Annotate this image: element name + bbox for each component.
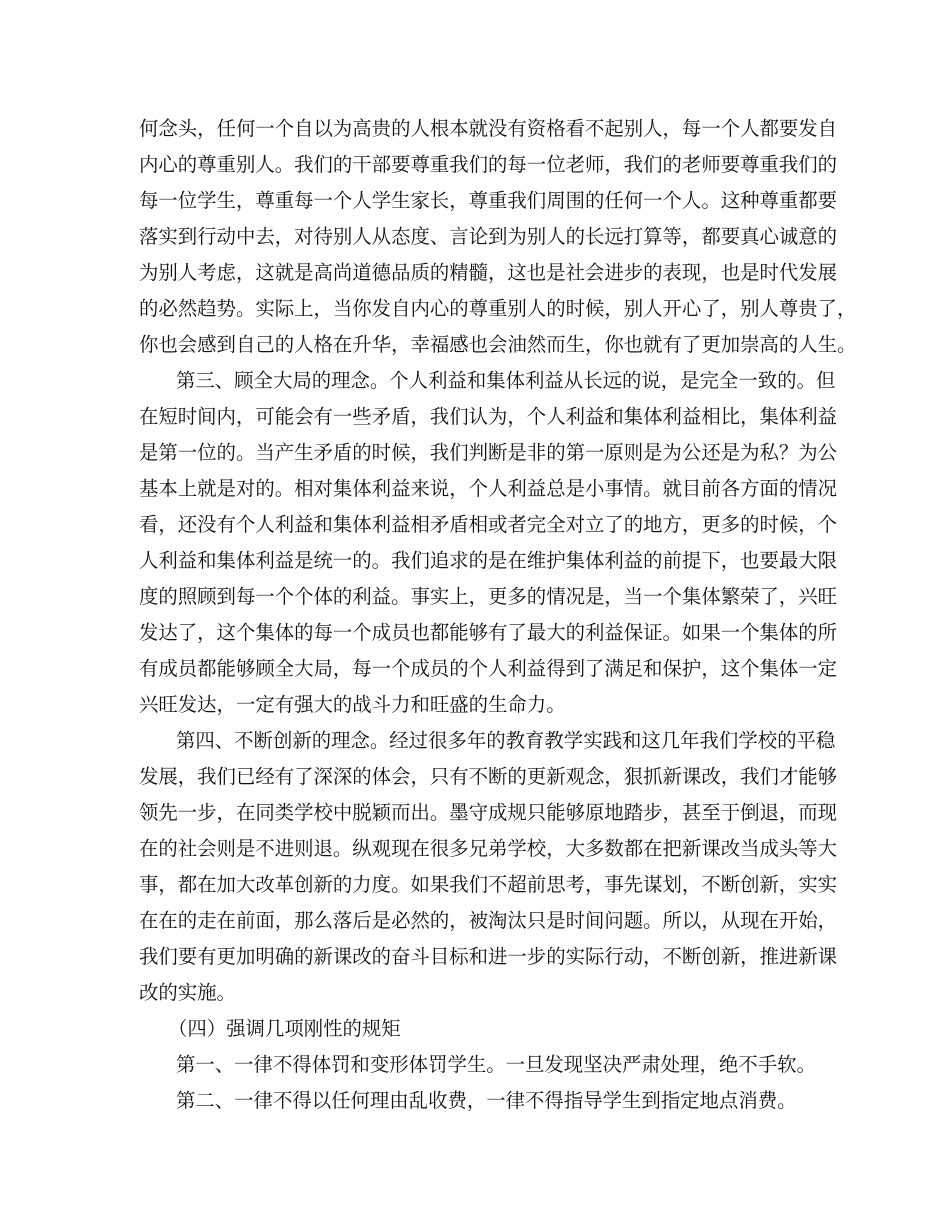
text-line: 在在的走在前面，那么落后是必然的，被淘汰只是时间问题。所以，从现在开始， (139, 909, 838, 932)
paragraph-first-line: 第四、不断创新的理念。经过很多年的教育教学实践和这几年我们学校的平稳 (176, 729, 836, 752)
text-line: 为别人考虑，这就是高尚道德品质的精髓，这也是社会进步的表现，也是时代发展 (139, 261, 838, 284)
text-line: 发达了，这个集体的每一个成员也都能够有了最大的利益保证。如果一个集体的所 (139, 621, 838, 644)
text-line: 度的照顾到每一个个体的利益。事实上，更多的情况是，当一个集体繁荣了，兴旺 (139, 585, 838, 608)
text-line: 基本上就是对的。相对集体利益来说，个人利益总是小事情。就目前各方面的情况 (139, 477, 838, 500)
text-line: 你也会感到自己的人格在升华，幸福感也会油然而生，你也就有了更加崇高的人生。 (139, 333, 857, 356)
text-line: 改的实施。 (139, 981, 236, 1004)
text-line: 我们要有更加明确的新课改的奋斗目标和进一步的实际行动，不断创新，推进新课 (139, 945, 838, 968)
text-line: 领先一步，在同类学校中脱颖而出。墨守成规只能够原地踏步，甚至于倒退，而现 (139, 801, 838, 824)
text-line: 是第一位的。当产生矛盾的时候，我们判断是非的第一原则是为公还是为私？为公 (139, 441, 838, 464)
text-line: 每一位学生，尊重每一个人学生家长，尊重我们周围的任何一个人。这种尊重都要 (139, 189, 838, 212)
text-line: 落实到行动中去，对待别人从态度、言论到为别人的长远打算等，都要真心诚意的 (139, 225, 838, 248)
text-line: 何念头，任何一个自以为高贵的人根本就没有资格看不起别人，每一个人都要发自 (139, 117, 838, 140)
rule-item: 第二、一律不得以任何理由乱收费，一律不得指导学生到指定地点消费。 (176, 1089, 797, 1112)
text-line: 内心的尊重别人。我们的干部要尊重我们的每一位老师，我们的老师要尊重我们的 (139, 153, 838, 176)
text-line: 在短时间内，可能会有一些矛盾，我们认为，个人利益和集体利益相比，集体利益 (139, 405, 838, 428)
text-line: 的必然趋势。实际上，当你发自内心的尊重别人的时候，别人开心了，别人尊贵了， (139, 297, 857, 320)
text-line: 看，还没有个人利益和集体利益相矛盾相或者完全对立了的地方，更多的时候，个 (139, 513, 838, 536)
rule-item: 第一、一律不得体罚和变形体罚学生。一旦发现坚决严肃处理，绝不手软。 (176, 1053, 816, 1076)
text-line: 事，都在加大改革创新的力度。如果我们不超前思考，事先谋划，不断创新，实实 (139, 873, 838, 896)
text-line: 有成员都能够顾全大局，每一个成员的个人利益得到了满足和保护，这个集体一定 (139, 657, 838, 680)
text-line: 发展，我们已经有了深深的体会，只有不断的更新观念，狠抓新课改，我们才能够 (139, 765, 838, 788)
text-line: 兴旺发达，一定有强大的战斗力和旺盛的生命力。 (139, 693, 566, 716)
paragraph-first-line: 第三、顾全大局的理念。个人利益和集体利益从长远的说，是完全一致的。但 (176, 369, 836, 392)
section-heading: （四）强调几项刚性的规矩 (168, 1017, 401, 1040)
text-line: 人利益和集体利益是统一的。我们追求的是在维护集体利益的前提下，也要最大限 (139, 549, 838, 572)
text-line: 在的社会则是不进则退。纵观现在很多兄弟学校，大多数都在把新课改当成头等大 (139, 837, 838, 860)
